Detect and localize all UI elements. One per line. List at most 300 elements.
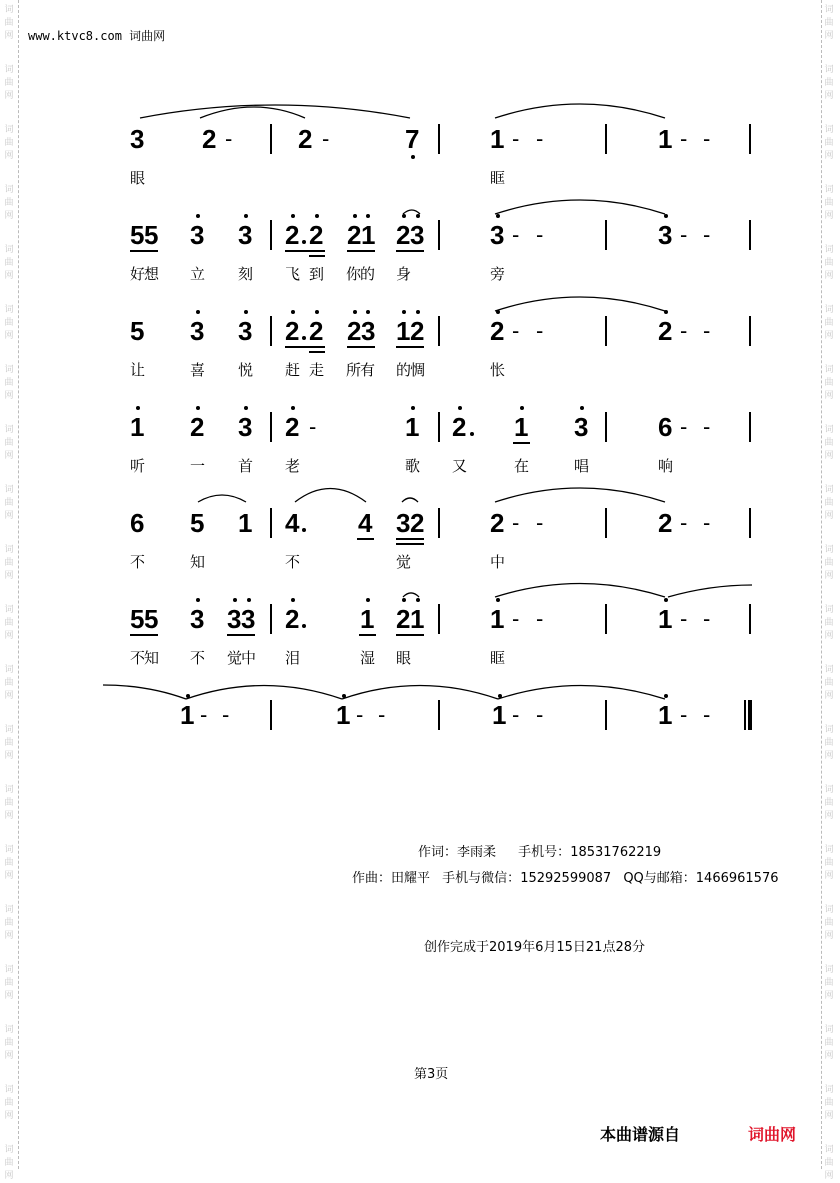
note: 3 bbox=[238, 316, 253, 346]
high-octave-dot bbox=[366, 214, 370, 218]
slur bbox=[186, 686, 342, 700]
slur bbox=[403, 593, 419, 597]
dash: - bbox=[680, 414, 690, 439]
high-octave-dot bbox=[244, 406, 248, 410]
watermark-text: 词 曲 网 bbox=[4, 365, 14, 401]
note: 2 bbox=[347, 316, 362, 346]
high-octave-dot bbox=[402, 310, 406, 314]
dash: - bbox=[536, 510, 546, 535]
high-octave-dot bbox=[315, 214, 319, 218]
bar-line bbox=[438, 700, 440, 730]
note: 2 bbox=[285, 604, 300, 634]
high-octave-dot bbox=[366, 598, 370, 602]
watermark-text: 词 曲 网 bbox=[4, 785, 14, 821]
note: 5 bbox=[130, 220, 145, 250]
lyric: 知 bbox=[144, 649, 160, 667]
bar-line bbox=[270, 316, 272, 346]
watermark-text: 词 曲 网 bbox=[4, 5, 14, 41]
note: 2 bbox=[298, 124, 313, 154]
watermark-text: 词 曲 网 bbox=[4, 485, 14, 521]
high-octave-dot bbox=[458, 406, 462, 410]
dash: - bbox=[703, 126, 713, 151]
composer-credit bbox=[352, 867, 779, 886]
lyric: 响 bbox=[658, 457, 674, 475]
note: 3 bbox=[490, 220, 505, 250]
underline bbox=[130, 250, 158, 252]
watermark-text: 词 曲 网 bbox=[824, 485, 834, 521]
underline bbox=[357, 538, 374, 540]
lyric: 你 bbox=[346, 265, 362, 283]
brand-logo[interactable]: 词曲网 bbox=[748, 1125, 797, 1144]
bar-line bbox=[749, 124, 751, 154]
lyricist-credit bbox=[418, 841, 661, 860]
bar-line bbox=[438, 316, 440, 346]
watermark-text: 词 曲 网 bbox=[4, 1145, 14, 1181]
high-octave-dot bbox=[244, 310, 248, 314]
bar-line bbox=[438, 508, 440, 538]
note: 6 bbox=[130, 508, 145, 538]
dash: - bbox=[322, 126, 332, 151]
underline bbox=[513, 442, 530, 444]
lyric: 知 bbox=[190, 553, 206, 571]
lyric: 在 bbox=[514, 457, 530, 475]
high-octave-dot bbox=[353, 214, 357, 218]
note: 3 bbox=[574, 412, 589, 442]
note: 5 bbox=[144, 604, 159, 634]
underline bbox=[396, 250, 424, 252]
high-octave-dot bbox=[664, 694, 668, 698]
bar-line bbox=[605, 604, 607, 634]
note: 3 bbox=[241, 604, 256, 634]
dash: - bbox=[703, 606, 713, 631]
watermark-text: 词 曲 网 bbox=[4, 605, 14, 641]
slur bbox=[668, 585, 752, 597]
lyric: 首 bbox=[238, 457, 254, 475]
dotted-mark bbox=[302, 528, 306, 532]
creation-date: 创作完成于2019年6月15日21点28分 bbox=[424, 940, 645, 955]
dash: - bbox=[536, 702, 546, 727]
page-number: 第3页 bbox=[414, 1067, 449, 1082]
lyricist-label: 作词： bbox=[418, 845, 458, 860]
lyric: 中 bbox=[241, 649, 257, 667]
lyric: 刻 bbox=[238, 265, 254, 283]
bar-line bbox=[270, 604, 272, 634]
note: 3 bbox=[410, 220, 425, 250]
watermark-text: 词 曲 网 bbox=[4, 665, 14, 701]
high-octave-dot bbox=[291, 598, 295, 602]
underline bbox=[396, 346, 424, 348]
high-octave-dot bbox=[366, 310, 370, 314]
bar-line bbox=[749, 316, 751, 346]
lyric: 泪 bbox=[285, 649, 301, 667]
high-octave-dot bbox=[402, 598, 406, 602]
composer-name: 田耀平 bbox=[391, 871, 431, 886]
high-octave-dot bbox=[291, 310, 295, 314]
high-octave-dot bbox=[186, 694, 190, 698]
underline bbox=[227, 634, 255, 636]
dotted-mark bbox=[302, 336, 306, 340]
lyric: 听 bbox=[130, 457, 146, 475]
watermark-text: 词 曲 网 bbox=[4, 245, 14, 281]
note: 5 bbox=[144, 220, 159, 250]
underline bbox=[396, 634, 424, 636]
watermark-text: 词 曲 网 bbox=[824, 1085, 834, 1121]
lyric: 眶 bbox=[490, 649, 506, 667]
high-octave-dot bbox=[498, 694, 502, 698]
bar-line bbox=[270, 412, 272, 442]
dotted-mark bbox=[302, 240, 306, 244]
high-octave-dot bbox=[353, 310, 357, 314]
high-octave-dot bbox=[291, 214, 295, 218]
note: 1 bbox=[658, 604, 673, 634]
note: 1 bbox=[396, 316, 411, 346]
lyric: 飞 bbox=[285, 265, 301, 283]
note: 1 bbox=[336, 700, 351, 730]
dash: - bbox=[680, 318, 690, 343]
lyricist-phone-label: 手机号： bbox=[518, 845, 571, 860]
lyric: 有 bbox=[360, 361, 376, 379]
lyric: 中 bbox=[490, 553, 506, 571]
lyric: 不 bbox=[285, 553, 301, 571]
watermark-text: 词 曲 网 bbox=[824, 845, 834, 881]
bar-line bbox=[605, 700, 607, 730]
slur bbox=[495, 297, 665, 311]
low-octave-dot bbox=[411, 155, 415, 159]
watermark-text: 词 曲 网 bbox=[4, 1025, 14, 1061]
site-name[interactable]: 词曲网 bbox=[129, 29, 166, 43]
note: 7 bbox=[405, 124, 420, 154]
lyric: 的 bbox=[396, 361, 412, 379]
dash: - bbox=[378, 702, 388, 727]
lyric: 怅 bbox=[490, 361, 506, 379]
note: 2 bbox=[396, 220, 411, 250]
lyric: 眶 bbox=[490, 169, 506, 187]
dash: - bbox=[536, 606, 546, 631]
bar-line bbox=[438, 124, 440, 154]
note: 3 bbox=[361, 316, 376, 346]
watermark-text: 词 曲 网 bbox=[824, 125, 834, 161]
slur bbox=[495, 584, 665, 598]
lyric: 好 bbox=[130, 265, 146, 283]
slur bbox=[402, 498, 418, 502]
bar-line bbox=[270, 700, 272, 730]
bar-line bbox=[749, 604, 751, 634]
dash: - bbox=[356, 702, 366, 727]
note: 2 bbox=[658, 508, 673, 538]
underline bbox=[359, 634, 376, 636]
note: 2 bbox=[490, 316, 505, 346]
final-bar-line-thick bbox=[748, 700, 752, 730]
slur bbox=[295, 489, 366, 503]
note: 3 bbox=[238, 412, 253, 442]
bar-line bbox=[605, 508, 607, 538]
note: 1 bbox=[361, 220, 376, 250]
watermark-text: 词 曲 网 bbox=[824, 545, 834, 581]
note: 3 bbox=[190, 220, 205, 250]
lyric: 赶 bbox=[285, 361, 301, 379]
slur bbox=[200, 107, 305, 118]
dash: - bbox=[225, 126, 235, 151]
qq-number: 1466961576 bbox=[695, 871, 779, 886]
lyric: 悦 bbox=[238, 361, 254, 379]
bar-line bbox=[749, 220, 751, 250]
watermark-text: 词 曲 网 bbox=[824, 5, 834, 41]
bar-line bbox=[749, 412, 751, 442]
note: 1 bbox=[238, 508, 253, 538]
dash: - bbox=[200, 702, 210, 727]
dash: - bbox=[512, 606, 522, 631]
slur bbox=[103, 685, 186, 699]
lyric: 想 bbox=[144, 265, 160, 283]
bar-line bbox=[605, 124, 607, 154]
note: 2 bbox=[202, 124, 217, 154]
lyric: 不 bbox=[130, 649, 146, 667]
high-octave-dot bbox=[416, 214, 420, 218]
note: 5 bbox=[130, 316, 145, 346]
note: 2 bbox=[410, 316, 425, 346]
watermark-text: 词 曲 网 bbox=[4, 905, 14, 941]
bar-line bbox=[270, 124, 272, 154]
dash: - bbox=[512, 126, 522, 151]
high-octave-dot bbox=[664, 598, 668, 602]
lyric: 的 bbox=[360, 265, 376, 283]
note: 1 bbox=[658, 124, 673, 154]
dash: - bbox=[680, 222, 690, 247]
high-octave-dot bbox=[411, 406, 415, 410]
slur bbox=[140, 105, 410, 118]
watermark-text: 词 曲 网 bbox=[4, 305, 14, 341]
watermark-text: 词 曲 网 bbox=[824, 665, 834, 701]
underline bbox=[285, 250, 325, 252]
high-octave-dot bbox=[291, 406, 295, 410]
dash: - bbox=[309, 414, 319, 439]
note: 2 bbox=[285, 316, 300, 346]
high-octave-dot bbox=[416, 310, 420, 314]
lyric: 让 bbox=[130, 361, 146, 379]
dash: - bbox=[703, 222, 713, 247]
slur bbox=[342, 686, 498, 700]
note: 4 bbox=[358, 508, 373, 538]
high-octave-dot bbox=[496, 214, 500, 218]
note: 2 bbox=[452, 412, 467, 442]
note: 3 bbox=[227, 604, 242, 634]
lyric: 歌 bbox=[405, 457, 421, 475]
high-octave-dot bbox=[196, 598, 200, 602]
bar-line bbox=[438, 412, 440, 442]
underline bbox=[396, 543, 424, 545]
watermark-text: 词 曲 网 bbox=[4, 845, 14, 881]
note: 1 bbox=[492, 700, 507, 730]
note: 2 bbox=[285, 220, 300, 250]
dash: - bbox=[703, 414, 713, 439]
dash: - bbox=[680, 126, 690, 151]
high-octave-dot bbox=[196, 310, 200, 314]
lyric: 眼 bbox=[396, 649, 412, 667]
note: 2 bbox=[410, 508, 425, 538]
high-octave-dot bbox=[136, 406, 140, 410]
watermark-text: 词 曲 网 bbox=[824, 425, 834, 461]
slur bbox=[198, 495, 246, 502]
lyricist-phone: 18531762219 bbox=[570, 845, 662, 860]
high-octave-dot bbox=[233, 598, 237, 602]
note: 2 bbox=[285, 412, 300, 442]
lyric: 旁 bbox=[490, 265, 506, 283]
dotted-mark bbox=[470, 432, 474, 436]
note: 1 bbox=[130, 412, 145, 442]
watermark-text: 词 曲 网 bbox=[4, 965, 14, 1001]
watermark-text: 词 曲 网 bbox=[824, 305, 834, 341]
note: 4 bbox=[285, 508, 300, 538]
high-octave-dot bbox=[247, 598, 251, 602]
lyric: 立 bbox=[190, 265, 206, 283]
note: 2 bbox=[190, 412, 205, 442]
slur bbox=[498, 686, 665, 700]
lyric: 到 bbox=[309, 265, 325, 283]
note: 2 bbox=[658, 316, 673, 346]
qq-label: QQ与邮箱： bbox=[623, 871, 696, 886]
dash: - bbox=[703, 702, 713, 727]
dash: - bbox=[703, 510, 713, 535]
note: 5 bbox=[190, 508, 205, 538]
dash: - bbox=[680, 510, 690, 535]
lyric: 觉 bbox=[396, 553, 412, 571]
lyric: 所 bbox=[346, 361, 362, 379]
site-url[interactable]: www.ktvc8.com bbox=[28, 29, 122, 43]
note: 2 bbox=[490, 508, 505, 538]
note: 1 bbox=[658, 700, 673, 730]
high-octave-dot bbox=[496, 598, 500, 602]
lyric: 老 bbox=[285, 457, 301, 475]
dash: - bbox=[222, 702, 232, 727]
note: 2 bbox=[309, 220, 324, 250]
lyric: 不 bbox=[190, 649, 206, 667]
note: 3 bbox=[396, 508, 411, 538]
watermark-text: 词 曲 网 bbox=[824, 65, 834, 101]
note: 1 bbox=[180, 700, 195, 730]
watermark-text: 词 曲 网 bbox=[824, 365, 834, 401]
high-octave-dot bbox=[244, 214, 248, 218]
bar-line bbox=[605, 412, 607, 442]
note: 3 bbox=[130, 124, 145, 154]
composer-label: 作曲： bbox=[352, 871, 392, 886]
dash: - bbox=[536, 222, 546, 247]
watermark-text: 词 曲 网 bbox=[4, 725, 14, 761]
watermark-text: 词 曲 网 bbox=[4, 425, 14, 461]
high-octave-dot bbox=[496, 310, 500, 314]
lyric: 喜 bbox=[190, 361, 206, 379]
note: 1 bbox=[360, 604, 375, 634]
underline bbox=[347, 346, 375, 348]
dash: - bbox=[512, 510, 522, 535]
bar-line bbox=[270, 220, 272, 250]
final-bar-line bbox=[744, 700, 746, 730]
watermark-text: 词 曲 网 bbox=[824, 185, 834, 221]
high-octave-dot bbox=[664, 310, 668, 314]
watermark-text: 词 曲 网 bbox=[824, 905, 834, 941]
watermark-text: 词 曲 网 bbox=[4, 545, 14, 581]
dash: - bbox=[680, 702, 690, 727]
lyric: 走 bbox=[309, 361, 325, 379]
underline bbox=[347, 250, 375, 252]
dash: - bbox=[703, 318, 713, 343]
lyricist-name: 李雨柔 bbox=[457, 845, 497, 860]
high-octave-dot bbox=[196, 406, 200, 410]
lyric: 又 bbox=[452, 457, 468, 475]
watermark-text: 词 曲 网 bbox=[4, 1085, 14, 1121]
high-octave-dot bbox=[580, 406, 584, 410]
bar-line bbox=[749, 508, 751, 538]
high-octave-dot bbox=[520, 406, 524, 410]
underline bbox=[309, 351, 325, 353]
lyric: 眼 bbox=[130, 169, 146, 187]
note: 3 bbox=[190, 316, 205, 346]
underline bbox=[396, 538, 424, 540]
note: 5 bbox=[130, 604, 145, 634]
bar-line bbox=[605, 316, 607, 346]
watermark-text: 词 曲 网 bbox=[824, 965, 834, 1001]
note: 2 bbox=[347, 220, 362, 250]
note: 3 bbox=[190, 604, 205, 634]
underline bbox=[130, 634, 158, 636]
watermark-text: 词 曲 网 bbox=[824, 245, 834, 281]
slur bbox=[495, 200, 665, 214]
dash: - bbox=[512, 222, 522, 247]
watermark-text: 词 曲 网 bbox=[824, 1145, 834, 1181]
high-octave-dot bbox=[402, 214, 406, 218]
watermark-text: 词 曲 网 bbox=[4, 125, 14, 161]
bar-line bbox=[438, 220, 440, 250]
watermark-text: 词 曲 网 bbox=[824, 1025, 834, 1061]
note: 2 bbox=[309, 316, 324, 346]
note: 2 bbox=[396, 604, 411, 634]
watermark-text: 词 曲 网 bbox=[4, 65, 14, 101]
lyric: 身 bbox=[396, 265, 412, 283]
high-octave-dot bbox=[664, 214, 668, 218]
source-label: 本曲谱源自 bbox=[600, 1125, 681, 1144]
lyric: 惆 bbox=[410, 361, 426, 379]
lyric: 不 bbox=[130, 553, 146, 571]
dash: - bbox=[536, 318, 546, 343]
slur bbox=[495, 488, 665, 502]
note: 1 bbox=[514, 412, 529, 442]
note: 3 bbox=[238, 220, 253, 250]
note: 6 bbox=[658, 412, 673, 442]
dash: - bbox=[512, 702, 522, 727]
bar-line bbox=[605, 220, 607, 250]
note: 1 bbox=[490, 124, 505, 154]
watermark-text: 词 曲 网 bbox=[4, 185, 14, 221]
note: 1 bbox=[410, 604, 425, 634]
note: 1 bbox=[405, 412, 420, 442]
high-octave-dot bbox=[342, 694, 346, 698]
high-octave-dot bbox=[416, 598, 420, 602]
underline bbox=[285, 346, 325, 348]
high-octave-dot bbox=[315, 310, 319, 314]
watermark-text: 词 曲 网 bbox=[824, 785, 834, 821]
lyric: 一 bbox=[190, 457, 206, 475]
watermark-text: 词 曲 网 bbox=[824, 725, 834, 761]
bar-line bbox=[270, 508, 272, 538]
high-octave-dot bbox=[196, 214, 200, 218]
composer-contact: 15292599087 bbox=[520, 871, 612, 886]
dash: - bbox=[680, 606, 690, 631]
lyric: 湿 bbox=[360, 649, 376, 667]
note: 3 bbox=[658, 220, 673, 250]
dash: - bbox=[536, 126, 546, 151]
bar-line bbox=[438, 604, 440, 634]
lyric: 唱 bbox=[574, 457, 590, 475]
composer-contact-label: 手机与微信： bbox=[442, 871, 521, 886]
